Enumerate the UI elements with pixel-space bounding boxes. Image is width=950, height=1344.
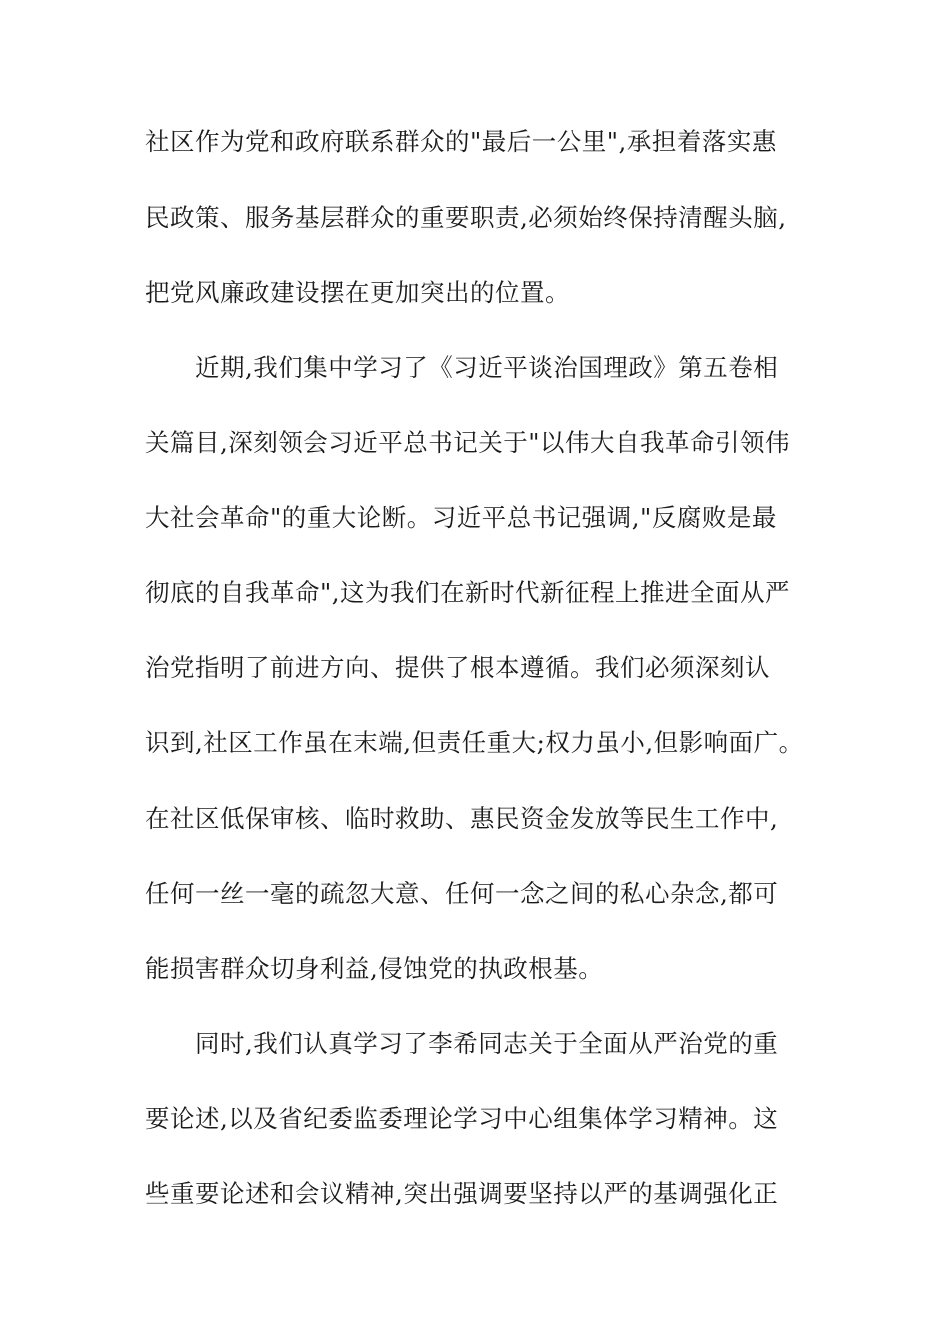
text-line: 社区作为党和政府联系群众的"最后一公里",承担着落实惠 — [145, 127, 777, 156]
text-line: 在社区低保审核、临时救助、惠民资金发放等民生工作中, — [145, 804, 779, 833]
text-line: 要论述,以及省纪委监委理论学习中心组集体学习精神。这 — [145, 1104, 779, 1133]
text-line: 把党风廉政建设摆在更加突出的位置。 — [145, 278, 570, 307]
text-line: 识到,社区工作虽在末端,但责任重大;权力虽小,但影响面广。 — [145, 728, 804, 757]
text-line: 民政策、服务基层群众的重要职责,必须始终保持清醒头脑, — [145, 203, 787, 232]
text-line: 任何一丝一毫的疏忽大意、任何一念之间的私心杂念,都可 — [145, 879, 779, 908]
text-line: 些重要论述和会议精神,突出强调要坚持以严的基调强化正 — [145, 1179, 779, 1208]
text-line: 治党指明了前进方向、提供了根本遵循。我们必须深刻认 — [145, 653, 770, 682]
paragraph-first-line: 同时,我们认真学习了李希同志关于全面从严治党的重 — [195, 1029, 779, 1058]
text-line: 能损害群众切身利益,侵蚀党的执政根基。 — [145, 954, 604, 983]
text-line: 大社会革命"的重大论断。习近平总书记强调,"反腐败是最 — [145, 503, 777, 532]
text-line: 关篇目,深刻领会习近平总书记关于"以伟大自我革命引领伟 — [145, 428, 791, 457]
text-line: 彻底的自我革命",这为我们在新时代新征程上推进全面从严 — [145, 578, 791, 607]
paragraph-first-line: 近期,我们集中学习了《习近平谈治国理政》第五卷相 — [195, 353, 779, 382]
